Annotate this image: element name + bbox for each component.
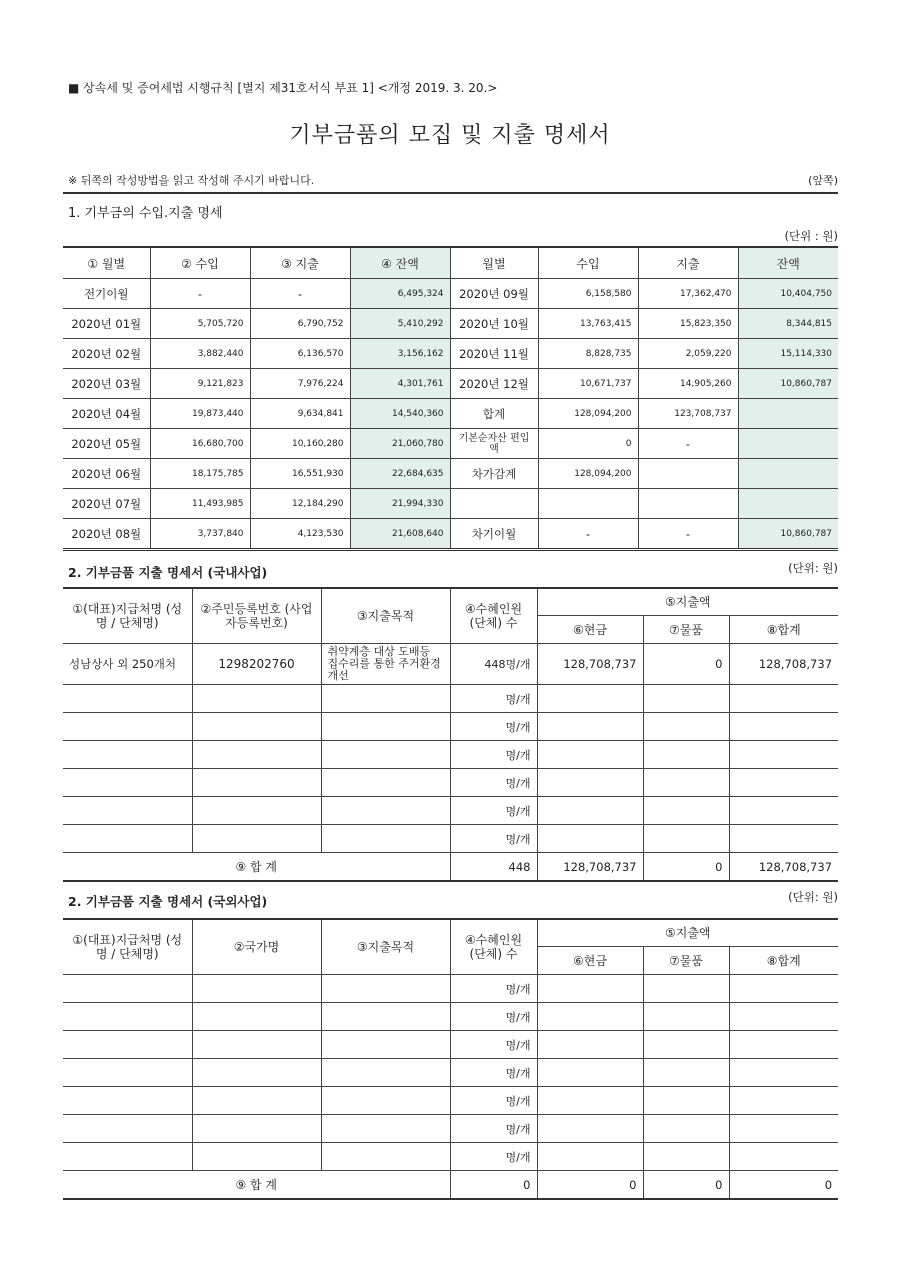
empty-cell <box>537 1031 643 1059</box>
sum-count: 448 <box>450 853 537 882</box>
purpose-cell <box>321 741 450 769</box>
month-cell: 전기이월 <box>63 279 150 309</box>
header-divider <box>63 192 838 194</box>
sum-label: ⑨ 합 계 <box>63 1171 450 1200</box>
goods-cell <box>643 825 729 853</box>
goods-cell <box>643 797 729 825</box>
empty-cell <box>321 1143 450 1171</box>
column-header: ① 월별 <box>63 247 150 279</box>
month-cell: 2020년 04월 <box>63 399 150 429</box>
beneficiary-cell: 명/개 <box>450 685 537 713</box>
cash-cell <box>537 797 643 825</box>
balance-cell: 8,344,815 <box>738 309 838 339</box>
header-beneficiary: ④수혜인원 (단체) 수 <box>450 919 537 975</box>
empty-cell <box>321 1087 450 1115</box>
month-cell: 2020년 02월 <box>63 339 150 369</box>
beneficiary-cell: 명/개 <box>450 1031 537 1059</box>
beneficiary-cell: 명/개 <box>450 797 537 825</box>
header-goods: ⑦물품 <box>643 947 729 975</box>
empty-cell <box>192 1143 321 1171</box>
beneficiary-cell: 명/개 <box>450 1003 537 1031</box>
expense-cell: - <box>638 429 738 459</box>
page-side-label: (앞쪽) <box>808 174 838 187</box>
empty-cell <box>321 1115 450 1143</box>
beneficiary-cell: 명/개 <box>450 741 537 769</box>
income-cell: 128,094,200 <box>538 399 638 429</box>
table-row <box>63 644 838 685</box>
sum-total: 128,708,737 <box>729 853 838 882</box>
empty-cell <box>63 1115 192 1143</box>
regno-cell <box>192 825 321 853</box>
month-cell: 기본순자산 편입액 <box>450 429 538 459</box>
income-cell: 18,175,785 <box>150 459 250 489</box>
total-cell <box>729 713 838 741</box>
empty-cell <box>192 1115 321 1143</box>
regno-cell: 1298202760 <box>192 644 321 685</box>
header-recipient: ①(대표)지급처명 (성명 / 단체명) <box>63 919 192 975</box>
expense-cell: 4,123,530 <box>250 519 350 550</box>
empty-cell <box>63 1087 192 1115</box>
empty-cell <box>729 1115 838 1143</box>
month-cell: 2020년 09월 <box>450 279 538 309</box>
income-cell: 5,705,720 <box>150 309 250 339</box>
month-cell: 2020년 12월 <box>450 369 538 399</box>
section2-unit: (단위: 원) <box>788 561 838 575</box>
goods-cell <box>643 741 729 769</box>
purpose-cell: 취약계층 대상 도배등 집수리를 통한 주거환경개선 <box>321 644 450 685</box>
recipient-cell <box>63 741 192 769</box>
month-cell: 차기이월 <box>450 519 538 550</box>
empty-cell <box>729 1003 838 1031</box>
income-cell: - <box>538 519 638 550</box>
income-cell: - <box>150 279 250 309</box>
instruction-note: ※ 뒤쪽의 작성방법을 읽고 작성해 주시기 바랍니다. <box>68 174 315 187</box>
empty-cell <box>537 1115 643 1143</box>
empty-cell <box>63 1059 192 1087</box>
cash-cell <box>537 685 643 713</box>
balance-cell: 15,114,330 <box>738 339 838 369</box>
income-cell: 3,882,440 <box>150 339 250 369</box>
empty-cell <box>643 1031 729 1059</box>
header-beneficiary: ④수혜인원 (단체) 수 <box>450 588 537 644</box>
cash-cell <box>537 769 643 797</box>
header-amount: ⑤지출액 <box>537 588 838 616</box>
balance-cell: 21,060,780 <box>350 429 450 459</box>
empty-cell <box>192 975 321 1003</box>
empty-cell <box>643 1059 729 1087</box>
income-cell <box>538 489 638 519</box>
regno-cell <box>192 769 321 797</box>
header-regno: ②주민등록번호 (사업자등록번호) <box>192 588 321 644</box>
goods-cell <box>643 685 729 713</box>
month-cell: 2020년 05월 <box>63 429 150 459</box>
empty-cell <box>63 1003 192 1031</box>
income-cell: 16,680,700 <box>150 429 250 459</box>
empty-cell <box>643 1003 729 1031</box>
balance-cell: 6,495,324 <box>350 279 450 309</box>
beneficiary-cell: 명/개 <box>450 1143 537 1171</box>
column-header: ② 수입 <box>150 247 250 279</box>
income-cell: 6,158,580 <box>538 279 638 309</box>
expense-cell: - <box>250 279 350 309</box>
empty-cell <box>321 1031 450 1059</box>
balance-cell: 22,684,635 <box>350 459 450 489</box>
sum-cash: 0 <box>537 1171 643 1200</box>
total-cell: 128,708,737 <box>729 644 838 685</box>
table-row <box>63 1059 838 1087</box>
table-row <box>63 489 838 519</box>
empty-cell <box>729 975 838 1003</box>
balance-cell: 4,301,761 <box>350 369 450 399</box>
empty-cell <box>643 1115 729 1143</box>
balance-cell: 21,608,640 <box>350 519 450 550</box>
table-row <box>63 399 838 429</box>
purpose-cell <box>321 769 450 797</box>
expense-cell: 2,059,220 <box>638 339 738 369</box>
sum-count: 0 <box>450 1171 537 1200</box>
column-header: 지출 <box>638 247 738 279</box>
balance-cell: 10,404,750 <box>738 279 838 309</box>
expense-cell: 7,976,224 <box>250 369 350 399</box>
empty-cell <box>192 1003 321 1031</box>
empty-cell <box>537 975 643 1003</box>
table-row <box>63 429 838 459</box>
column-header: 수입 <box>538 247 638 279</box>
month-cell <box>450 489 538 519</box>
empty-cell <box>537 1059 643 1087</box>
expense-cell: 14,905,260 <box>638 369 738 399</box>
cash-cell <box>537 825 643 853</box>
income-cell: 128,094,200 <box>538 459 638 489</box>
beneficiary-cell: 448명/개 <box>450 644 537 685</box>
empty-cell <box>537 1143 643 1171</box>
header-total: ⑧합계 <box>729 616 838 644</box>
purpose-cell <box>321 685 450 713</box>
expense-cell <box>638 459 738 489</box>
empty-cell <box>729 1087 838 1115</box>
purpose-cell <box>321 825 450 853</box>
beneficiary-cell: 명/개 <box>450 1059 537 1087</box>
purpose-cell <box>321 713 450 741</box>
total-cell <box>729 769 838 797</box>
balance-cell <box>738 459 838 489</box>
month-cell: 차가감계 <box>450 459 538 489</box>
month-cell: 2020년 01월 <box>63 309 150 339</box>
balance-cell: 10,860,787 <box>738 369 838 399</box>
table-row <box>63 1003 838 1031</box>
table-row <box>63 1143 838 1171</box>
cash-cell <box>537 741 643 769</box>
month-cell: 2020년 06월 <box>63 459 150 489</box>
empty-cell <box>643 1143 729 1171</box>
total-cell <box>729 685 838 713</box>
table-row <box>63 309 838 339</box>
balance-cell: 21,994,330 <box>350 489 450 519</box>
sum-cash: 128,708,737 <box>537 853 643 882</box>
goods-cell <box>643 769 729 797</box>
month-cell: 2020년 03월 <box>63 369 150 399</box>
recipient-cell: 성남상사 외 250개처 <box>63 644 192 685</box>
balance-cell <box>738 429 838 459</box>
balance-cell: 5,410,292 <box>350 309 450 339</box>
table-row <box>63 369 838 399</box>
total-cell <box>729 741 838 769</box>
column-header: 잔액 <box>738 247 838 279</box>
empty-cell <box>192 1087 321 1115</box>
table-row <box>63 797 838 825</box>
table-row <box>63 459 838 489</box>
income-cell: 9,121,823 <box>150 369 250 399</box>
header-country: ②국가명 <box>192 919 321 975</box>
sum-label: ⑨ 합 계 <box>63 853 450 882</box>
header-purpose: ③지출목적 <box>321 588 450 644</box>
empty-cell <box>729 1059 838 1087</box>
expense-cell: 10,160,280 <box>250 429 350 459</box>
empty-cell <box>537 1087 643 1115</box>
empty-cell <box>729 1143 838 1171</box>
regno-cell <box>192 685 321 713</box>
table-row <box>63 1087 838 1115</box>
expense-cell: 6,136,570 <box>250 339 350 369</box>
month-cell: 2020년 10월 <box>450 309 538 339</box>
balance-cell: 10,860,787 <box>738 519 838 550</box>
empty-cell <box>63 1143 192 1171</box>
table-row <box>63 519 838 550</box>
beneficiary-cell: 명/개 <box>450 825 537 853</box>
empty-cell <box>192 1059 321 1087</box>
regno-cell <box>192 713 321 741</box>
expense-cell <box>638 489 738 519</box>
beneficiary-cell: 명/개 <box>450 975 537 1003</box>
empty-cell <box>643 1087 729 1115</box>
section1-unit: (단위 : 원) <box>784 229 838 243</box>
total-cell <box>729 825 838 853</box>
expense-cell: 6,790,752 <box>250 309 350 339</box>
table-row <box>63 769 838 797</box>
cash-cell <box>537 713 643 741</box>
table-header-row <box>63 247 838 279</box>
expense-cell: 9,634,841 <box>250 399 350 429</box>
sum-total: 0 <box>729 1171 838 1200</box>
empty-cell <box>63 1031 192 1059</box>
sum-row <box>63 853 838 882</box>
table-row <box>63 741 838 769</box>
expense-cell: - <box>638 519 738 550</box>
expense-cell: 17,362,470 <box>638 279 738 309</box>
header-amount: ⑤지출액 <box>537 919 838 947</box>
sum-goods: 0 <box>643 853 729 882</box>
cash-cell: 128,708,737 <box>537 644 643 685</box>
domestic-expense-table <box>63 587 838 882</box>
balance-cell <box>738 489 838 519</box>
table-row <box>63 685 838 713</box>
empty-cell <box>63 975 192 1003</box>
header-cash: ⑥현금 <box>537 947 643 975</box>
table-row <box>63 1031 838 1059</box>
table-row <box>63 713 838 741</box>
empty-cell <box>643 975 729 1003</box>
total-cell <box>729 797 838 825</box>
beneficiary-cell: 명/개 <box>450 1115 537 1143</box>
expense-cell: 15,823,350 <box>638 309 738 339</box>
recipient-cell <box>63 797 192 825</box>
overseas-expense-table <box>63 918 838 1200</box>
balance-cell <box>738 399 838 429</box>
header-purpose: ③지출목적 <box>321 919 450 975</box>
header-goods: ⑦물품 <box>643 616 729 644</box>
month-cell: 2020년 07월 <box>63 489 150 519</box>
income-expense-table <box>63 246 838 551</box>
recipient-cell <box>63 825 192 853</box>
regno-cell <box>192 797 321 825</box>
page-title: 기부금품의 모집 및 지출 명세서 <box>289 123 611 148</box>
table-row <box>63 339 838 369</box>
balance-cell: 3,156,162 <box>350 339 450 369</box>
balance-cell: 14,540,360 <box>350 399 450 429</box>
income-cell: 0 <box>538 429 638 459</box>
column-header: 월별 <box>450 247 538 279</box>
empty-cell <box>321 1003 450 1031</box>
income-cell: 19,873,440 <box>150 399 250 429</box>
empty-cell <box>321 975 450 1003</box>
expense-cell: 123,708,737 <box>638 399 738 429</box>
beneficiary-cell: 명/개 <box>450 713 537 741</box>
section1-title: 1. 기부금의 수입.지출 명세 <box>68 206 223 221</box>
month-cell: 2020년 08월 <box>63 519 150 550</box>
empty-cell <box>537 1003 643 1031</box>
section2-title: 2. 기부금품 지출 명세서 (국내사업) <box>68 565 268 580</box>
expense-cell: 12,184,290 <box>250 489 350 519</box>
header-total: ⑧합계 <box>729 947 838 975</box>
column-header: ④ 잔액 <box>350 247 450 279</box>
goods-cell <box>643 713 729 741</box>
income-cell: 10,671,737 <box>538 369 638 399</box>
table-row <box>63 1115 838 1143</box>
table-row <box>63 975 838 1003</box>
sum-goods: 0 <box>643 1171 729 1200</box>
recipient-cell <box>63 685 192 713</box>
income-cell: 11,493,985 <box>150 489 250 519</box>
recipient-cell <box>63 769 192 797</box>
regno-cell <box>192 741 321 769</box>
goods-cell: 0 <box>643 644 729 685</box>
recipient-cell <box>63 713 192 741</box>
month-cell: 합계 <box>450 399 538 429</box>
beneficiary-cell: 명/개 <box>450 1087 537 1115</box>
income-cell: 13,763,415 <box>538 309 638 339</box>
purpose-cell <box>321 797 450 825</box>
column-header: ③ 지출 <box>250 247 350 279</box>
table-row <box>63 825 838 853</box>
income-cell: 3,737,840 <box>150 519 250 550</box>
table-row <box>63 279 838 309</box>
income-cell: 8,828,735 <box>538 339 638 369</box>
beneficiary-cell: 명/개 <box>450 769 537 797</box>
month-cell: 2020년 11월 <box>450 339 538 369</box>
empty-cell <box>192 1031 321 1059</box>
header-recipient: ①(대표)지급처명 (성명 / 단체명) <box>63 588 192 644</box>
empty-cell <box>321 1059 450 1087</box>
form-reference-note: ■ 상속세 및 증여세법 시행규칙 [별지 제31호서식 부표 1] <개정 2019. 3. 20.> <box>68 81 498 95</box>
header-cash: ⑥현금 <box>537 616 643 644</box>
sum-row <box>63 1171 838 1200</box>
empty-cell <box>729 1031 838 1059</box>
expense-cell: 16,551,930 <box>250 459 350 489</box>
section3-unit: (단위: 원) <box>788 890 838 904</box>
section3-title: 2. 기부금품 지출 명세서 (국외사업) <box>68 894 268 909</box>
